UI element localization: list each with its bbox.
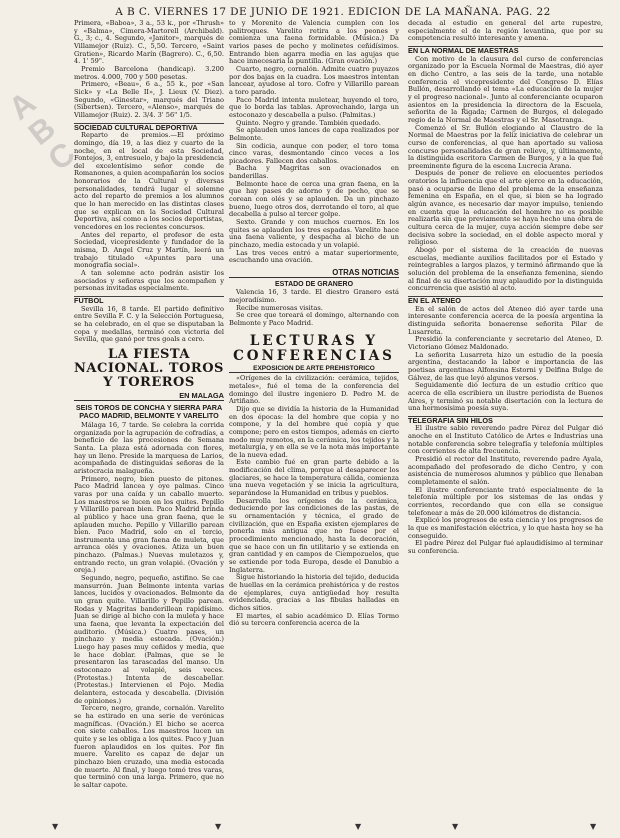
paragraph: Antes del reparto, el profesor de esta Sociedad, vicepresidente y fundador de la misma, D. Angel Cruz y Martín, leerá un trabajo titulado «Apuntes para una monografía social». <box>74 230 224 270</box>
section-heading: TELEGRAFIA SIN HILOS <box>408 416 603 425</box>
paragraph: Las tres veces entró a matar superiormente, escuchando una ovación. <box>229 248 399 265</box>
paragraph: Belmonte hace de cerca una gran faena, en la que hay pases de adorno y de pecho, que se corean con olés y se aplauden. Da un pinchazo bueno, luego otros dos, derrotando el toro, al que decabella a pulso al tercer golpe. <box>229 179 399 219</box>
paragraph: El ilustre conferenciante trató especialmente de la telefonía múltiple por los sistemas de las ondas y corrientes, recordando que con ella se consigue telefonear a más de 20.000 kilómetros de distancia. <box>408 485 603 517</box>
paragraph: Comenzó el Sr. Bullón elogiando al Claustro de la Normal de Maestras por la feliz iniciativa de celebrar un curso de conferencias, al que han aportado su valiosa concurso personalidades de gran relieve, y, últimamente, la distinguida escritora Carmen de Burgos, y a la que fué preeminente figura de la escena Lucrecia Arana. <box>408 123 603 170</box>
feature-subtitle: EN MALAGA <box>74 392 224 401</box>
paragraph: Primero, «Beau», 6 a., 55 k., por «San Sick» y «La Belle II», J. Lieux (V. Diez). Segundo, «Ginestar», marqués del Triano (Sibertsen). Tercero, «Alenso», marqués de Villamejor (Ruiz). 2. 3/4. 3' 56" 1/5. <box>74 80 224 119</box>
paragraph: Primero, negro, bien puesto de pitones. Paco Madrid lancea y oye palmas. Cinco varas por una caída y un caballo muerto. Los maestros se lucen en los quites. Pepillo y Villarillo parean bien. Paco Madrid brinda al público y hace una gran faena, que le aplauden mucho. Pepillo y Villarillo parean bien. Paco Madrid, solo en el tercio, instrumenta una gran faena de muleta, que arranca olés y ovaciones. Atiza un buen pinchazo. (Palmas.) Nuevas muletazos y, entrando recto, un gran volapié. (Ovación y oreja.) <box>74 474 224 575</box>
watermark-letter: B <box>21 109 62 153</box>
paragraph: Sin codicia, aunque con poder, el toro toma cinco varas, desmontando cinco veces a los picadores. Fallecen dos caballos. <box>229 141 399 165</box>
paragraph: to y Morenito de Valencia cumplen con los palitroques. Varelito retira a los peones y comienza una faena formidable. (Música.) Da varios pases de pecho y molinetes ceñidísimos. Entrando bien agarra media en las agujas que hace innecesaria la puntilla. (Gran ovación.) <box>229 20 399 66</box>
column-1 <box>74 20 224 832</box>
paragraph: Este cambio fué en gran parte debido a la modificación del clima, porque al desaparecer los glaciares, se hace la temperatura cálida, comienza una nueva vegetación y se inicia la agricultura, separándose la Humanidad en tribus y pueblos. <box>229 458 399 498</box>
register-mark: ▼ <box>52 822 59 831</box>
register-mark: ▼ <box>355 822 362 831</box>
paragraph: Con motivo de la clausura del curso de conferencias organizado por la Escuela Normal de Maestras, dió ayer en dicho Centro, a las seis de la tarde, una notable conferencia el vicepresidente del Congreso D. Elías Bullón, desarrollando el tema «La educación de la mujer y el progreso nacional». Junto al conferenciante ocuparon asientos en la presidencia la directora de la Escuela, señorita de la Rigada; Carmen de Burgos, el delegado regio de la Normal de Maestras y el Sr. Masotranga. <box>408 54 603 124</box>
section-heading: EN LA NORMAL DE MAESTRAS <box>408 46 603 55</box>
paragraph: El martes, el sabio académico D. Elías Tormo dió su tercera conferencia acerca de la <box>229 611 399 628</box>
paragraph: Paco Madrid intenta muletear, huyendo el toro, que lo borda las tablas. Aprovechando, larga un estoconazo y descabella a pulso. (Palmitas.) <box>229 95 399 119</box>
watermark-letter: C <box>41 134 82 178</box>
deck-heading: SEIS TOROS DE CONCHA Y SIERRA PARA PACO MADRID, BELMONTE Y VARELITO <box>75 402 223 420</box>
paragraph: Segundo, negro, pequeño, astifino. Se cae mansurrón. Juan Belmonte intenta varias lances, lucidos y ovacionados. Belmonte da un gran quite. Villarillo y Pepillo parean. Rodas y Magritas banderillean rapidísimo. Juan se dirige al bicho con la muleta y hace una faena, que levanta la expectación del auditorio. (Música.) Cuatro pases, un pinchazo y media estocada. (Ovación.) Luego hay pases muy ceñidos y media, que le hace doblar. (Palmas, que se le presentaron las tarascadas del manso. Un estoconazo al volapié, seis veces. (Protestas.) Intenta de descabellar. (Protestas.) Intervienen el Pojo. Media delantera, estocada y descabella. (División de opiniones.) <box>74 574 224 705</box>
paragraph: Quinto. Negro y grande. También quedado. <box>236 118 381 127</box>
paragraph: Recibe numerosas visitas. <box>236 303 323 312</box>
paragraph: Presidió el rector del Instituto, reverendo padre Ayala, acompañado del profesorado de dicho Centro, y con asistencia de numerosos alumnos y público que llenaban completamente el salón. <box>408 455 603 487</box>
watermark-letter: A <box>1 84 43 127</box>
paragraph: Explicó los progresos de esta ciencia y los progresos de la que es manifestación eléctrica, y lo que hasta hoy se ha conseguido. <box>408 516 603 540</box>
paragraph: decada al estudio en general del arte rupestre, especialmente el de la región levantina, que por su competencia resultó interesante y amena. <box>408 20 603 43</box>
section-heading: SOCIEDAD CULTURAL DEPORTIVA <box>74 123 224 132</box>
paragraph: Sigue historiando la historia del tejido, deducida de huellas en la cerámica prehistórica y de restos de ejemplares, cuya antigüedad hoy resulta evidenciada, gracias a las fibulas halladas en dichos sitios. <box>229 573 399 612</box>
paragraph: Reparto de premios.—El próximo domingo, día 19, a las diez y cuarto de la noche, en el local de esta Sociedad, Fontejos, 3, entresuelo, y bajo la presidencia del excelentísimo señor conde de Romanones, a quien acompañarán los socios honorarios de la Cultural y diversas personalidades, tendrá lugar el solemne acto del reparto de premios a los alumnos que lo han merecido en las distintas clases que se explican en la Sociedad Cultural Deportiva, así como a los socios deportistas, vencedores en los recientes concursos. <box>74 131 224 232</box>
paragraph: Sexto. Grande y con muchos cuernos. En los quites se aplauden los tres espadas. Varelito hace una faena valiente, y despacha al bicho de un pinchazo, media estocada y un volapié. <box>229 218 399 250</box>
section-heading: FUTBOL <box>74 296 224 305</box>
paragraph: El ilustre sabio reverendo padre Pérez del Pulgar dió anoche en el Instituto Católico de Artes e Industrias una notable conferencia sobre telegrafía y telefonía múltiples con corrientes de alta frecuencia. <box>408 424 603 456</box>
register-mark: ▼ <box>452 822 459 831</box>
paragraph: Después de poner de relieve en elocuentes periodos oratorios la influencia que el arte ejerce en la educación, pasó a ocuparse de lleno del problema de la enseñanza femenina en España, en el que, si bien se ha logrado algún avance, es necesario dar mayor impulso, teniendo en cuenta que la educación del hombre no es posible realizarla sin que previamente se haya hecho una obra de cultura cerca de la mujer, cuya acción siempre debe ser decisiva sobre la sociedad, en el doble aspecto moral y religioso. <box>408 169 603 247</box>
paragraph: Abogó por el sistema de la creación de nuevas escuelas, mediante auxilios facilitados por el Estado y reintegrables a largos plazos, y terminó afirmando que la solución del problema de la enseñanza femenina, siendo al final de su disertación muy aplaudido por la distinguida concurrencia que asistió al acto. <box>408 246 603 293</box>
paragraph: Se cree que toreará el domingo, alternando con Belmonte y Paco Madrid. <box>229 311 399 327</box>
paragraph: «Orígenes de la civilización: cerámica, tejidos, metales», fué el tema de la conferencia del domingo del ilustre ingeniero D. Pedro M. de Artiñano. <box>229 374 399 406</box>
paragraph: Bacha y Magritas son ovacionados en banderillas. <box>229 164 399 181</box>
section-heading: EN EL ATENEO <box>408 296 603 305</box>
paragraph: Seguidamente dió lectura de un estudio crítico que acerca de ella escribiera un ilustre periodista de Buenos Aires, y terminó su notable disertación con la lectura de una hermosísima poesía suya. <box>408 381 603 413</box>
feature-subtitle: EXPOSICION DE ARTE PREHISTORICO <box>229 365 399 374</box>
column-2 <box>229 20 399 832</box>
register-mark: ▼ <box>215 822 222 831</box>
feature-title: LA FIESTA NACIONAL. TOROS Y TOREROS <box>74 346 224 390</box>
paragraph: Premio Barcelona (handicap). 3.200 metros. 4.000, 700 y 500 pesetas. <box>74 64 224 81</box>
paragraph: El padre Pérez del Pulgar fué aplaudidísimo al terminar su conferencia. <box>408 539 603 555</box>
paragraph: Cuarto, negro, cornalón. Admite cuatro puyazos por dos bajas en la cuadra. Los maestros intentan lancear, ayudose al toro. Cofre y Villarillo parean a toro parado. <box>229 64 399 96</box>
column-3 <box>408 20 603 832</box>
paragraph: En el salón de actos del Ateneo dió ayer tarde una interesante conferencia acerca de la poesía argentina la distinguida señorita bonaerense señorita Pilar de Lusarreta. <box>408 304 603 336</box>
page-header: A B C. VIERNES 17 DE JUNIO DE 1921. EDICION DE LA MAÑANA. PAG. 22 <box>115 6 551 18</box>
paragraph: A tan solemne acto podrán asistir los asociados y señoras que los acompañen y personas invitadas especialmente. <box>74 269 224 293</box>
footer-marks <box>0 822 620 834</box>
paragraph: Valencia 16, 3 tarde. El diestro Granero está mejoradísimo. <box>229 288 399 304</box>
paragraph: La señorita Lusarreta hizo un estudio de la poesía argentina, destacando la labor e importancia de las poetisas argentinas Alfonsina Estorni y Delfina Bulge de Gálvez, de las que leyó algunos versos. <box>408 350 603 382</box>
register-mark: ▼ <box>590 822 597 831</box>
paragraph: Desarrolla los orígenes de la cerámica, deduciendo por las condiciones de las pastas, de su ornamentación y técnica, el grado de civilización, que en España existen ejemplares de ponerla más antigua que no fuese por el procedimiento mencionado, hasta la decoración, que se hace con un fin utilitario y se extienda en gran cantidad y en campos de Ciempozuelos, que se extiende por toda Europa, desde el Danubio a Inglaterra. <box>229 496 399 574</box>
paragraph: Se aplauden unos lances de capa realizados por Belmonte. <box>229 126 399 142</box>
paragraph: Dijo que se dividía la historia de la Humanidad en dos épocas: la del hombre que copia y no compone, y la del hombre que copia y que compone; pero en estos tiempos, además en cierto modo muy remotos, en la cerámica, los tejidos y la metalurgia, y en ella se ve la nota más importante de la nueva edad. <box>229 404 399 459</box>
paragraph: Tercero, negro, grande, cornalón. Varelito se ha estirado en una serie de verónicas magníficas. (Ovación.) El bicho se acerca con siete caballos. Los maestros lucen un quite y se les obliga a los quites. Paco y Juan fueron aplaudidos en los quites. Por fin muere. Varelito es capaz de dejar un pinchazo bien cruzado, una media estocada de muerte. Al final, y luego tomó tres varas, que terminó con una larga. Primero, que no le saltar capote. <box>74 704 224 789</box>
paragraph: Primera, «Baboa», 3 a., 53 k., por «Thrush» y «Balma», Cimera-Martorell (Archibald). G., 3; c., 4. Segundo, «Janitor», marqués de Villamejor (Ruiz). C., 5,50. Tercero, «Saint Gratien», Ricardo Marín (Bagrero). C., 6,50. 4. 1' 59". <box>74 20 224 66</box>
subheading: ESTADO DE GRANERO <box>274 280 354 288</box>
paragraph: Sevilla 16, 8 tarde. El partido definitivo entre Sevilla F. C. y la Selección Portuguesa, se ha celebrado, en el que se disputaban la copa y medallas, terminó con victoria del Sevilla, que ganó por tres goals a cero. <box>74 304 224 344</box>
paragraph: Presidió la conferenciante y secretario del Ateneo, D. Victoriano Gómez Maldonado. <box>408 335 603 351</box>
section-title: OTRAS NOTICIAS <box>229 269 399 278</box>
feature-title: LECTURAS Y CONFERENCIAS <box>233 332 395 364</box>
paragraph: Málaga 16, 7 tarde. Se celebra la corrida organizada por la agrupación de cofradías, a beneficio de las procesiones de Semana Santa. La plaza está adornada con flores, hay un lleno. Preside la marquesa de Larios, acompañada de distinguidas señoras de la aristocracia malagueña. <box>74 420 224 475</box>
